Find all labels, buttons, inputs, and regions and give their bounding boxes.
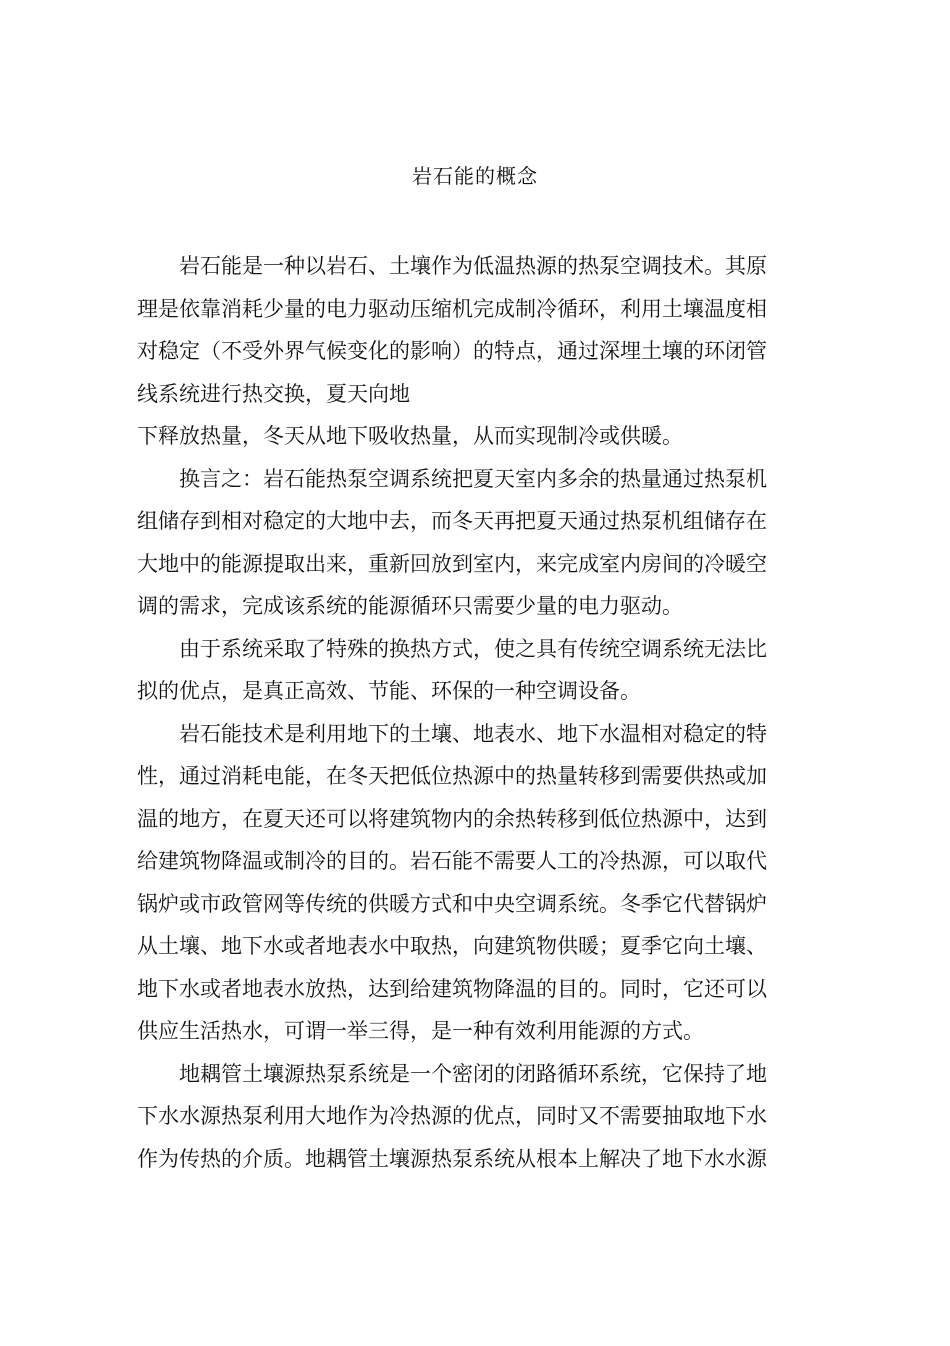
paragraph-5: 地耦管土壤源热泵系统是一个密闭的闭路循环系统，它保持了地下水水源热泵利用大地作为冷热源的优点，同时又不需要抽取地下水作为传热的介质。地耦管土壤源热泵系统从根本上解决了地下水水源 <box>137 1061 767 1171</box>
paragraph-4: 岩石能技术是利用地下的土壤、地表水、地下水温相对稳定的特性，通过消耗电能，在冬天把低位热源中的热量转移到需要供热或加温的地方，在夏天还可以将建筑物内的余热转移到低位热源中，达到给建筑物降温或制冷的目的。岩石能不需要人工的冷热源，可以取代锅炉或市政管网等传统的供暖方式和中央空调系统。冬季它代替锅炉从土壤、地下水或者地表水中取热，向建筑物供暖；夏季它向土壤、地下水或者地表水放热，达到给建筑物降温的目的。同时，它还可以供应生活热水，可谓一举三得，是一种有效利用能源的方式。 <box>137 721 767 1043</box>
document-title: 岩石能的概念 <box>412 164 538 188</box>
paragraph-2: 换言之：岩石能热泵空调系统把夏天室内多余的热量通过热泵机组储存到相对稳定的大地中去，而冬天再把夏天通过热泵机组储存在大地中的能源提取出来，重新回放到室内，来完成室内房间的冷暖空调的需求，完成该系统的能源循环只需要少量的电力驱动。 <box>137 466 767 618</box>
document-body <box>137 245 767 1180</box>
paragraph-1-continued: 下释放热量，冬天从地下吸收热量，从而实现制冷或供暖。 <box>137 424 683 448</box>
paragraph-1: 岩石能是一种以岩石、土壤作为低温热源的热泵空调技术。其原理是依靠消耗少量的电力驱动压缩机完成制冷循环，利用土壤温度相对稳定（不受外界气候变化的影响）的特点，通过深埋土壤的环闭管线系统进行热交换，夏天向地 <box>137 254 767 406</box>
paragraph-3: 由于系统采取了特殊的换热方式，使之具有传统空调系统无法比拟的优点，是真正高效、节能、环保的一种空调设备。 <box>137 636 767 703</box>
